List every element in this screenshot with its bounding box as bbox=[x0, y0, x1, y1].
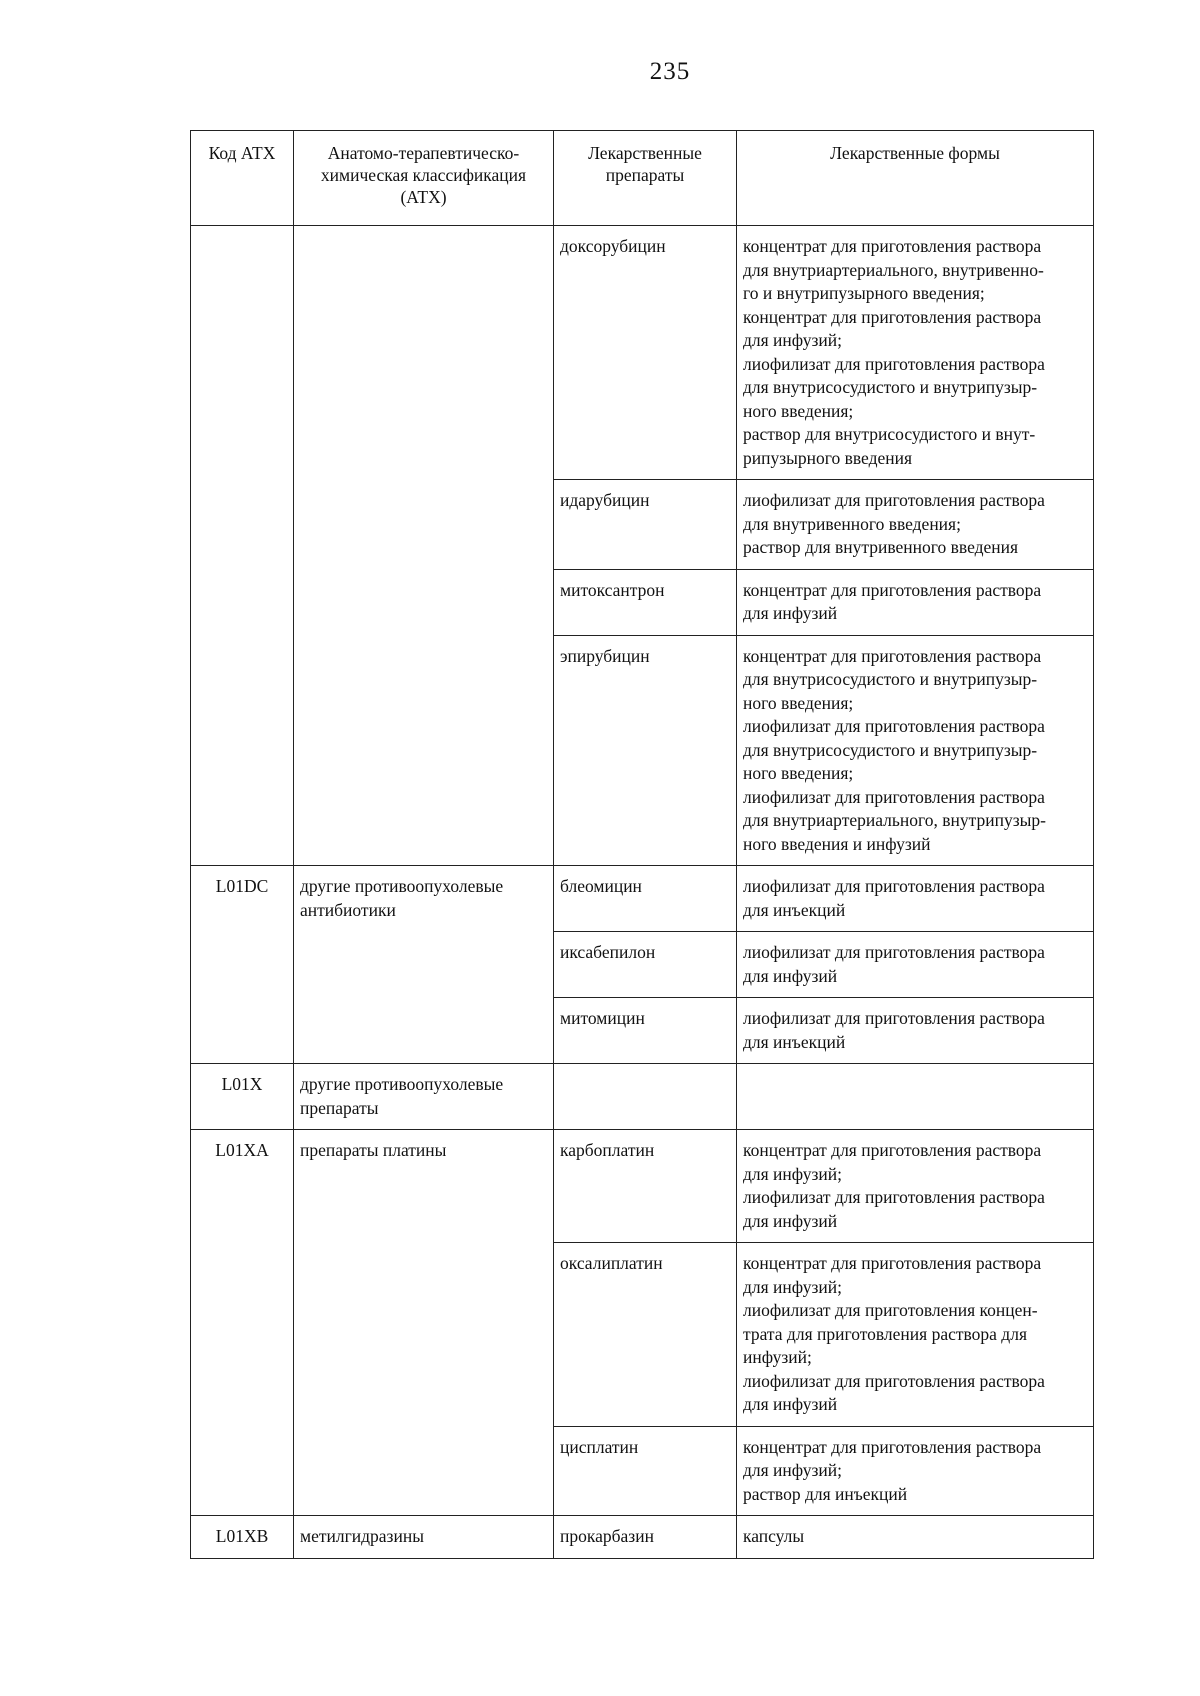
drug-name-cell: доксорубицин bbox=[554, 226, 737, 480]
classification-cell: другие противоопухолевые антибиотики bbox=[294, 866, 554, 1064]
header-classification: Анатомо-терапевтическо-химическая классификация (АТХ) bbox=[294, 131, 554, 226]
drug-name-cell: иксабепилон bbox=[554, 932, 737, 998]
dosage-forms-cell: концентрат для приготовления раствора для внутрисосудистого и внутрипузыр- ного введения; лиофилизат для приготовления раствора для внутрисосудистого и внутрипузыр- ного введения; лиофилизат для приготовления раствора для внутриартериального, внутрипузыр- ного введения и инфузий bbox=[737, 635, 1094, 866]
dosage-forms-cell: концентрат для приготовления раствора для внутриартериального, внутривенно- го и внутрипузырного введения; концентрат для приготовления раствора для инфузий; лиофилизат для приготовления раствора для внутрисосудистого и внутрипузыр- ного введения; раствор для внутрисосудистого и внут- рипузырного введения bbox=[737, 226, 1094, 480]
drug-name-cell: митоксантрон bbox=[554, 569, 737, 635]
header-code: Код АТХ bbox=[191, 131, 294, 226]
atx-code-cell bbox=[191, 226, 294, 866]
drug-name-cell: прокарбазин bbox=[554, 1516, 737, 1559]
dosage-forms-cell: концентрат для приготовления раствора для инфузий; раствор для инъекций bbox=[737, 1426, 1094, 1516]
header-drugs: Лекарственные препараты bbox=[554, 131, 737, 226]
table-row bbox=[191, 1516, 1094, 1559]
atx-code-cell: L01XB bbox=[191, 1516, 294, 1559]
atx-code-cell: L01X bbox=[191, 1064, 294, 1130]
table-row bbox=[191, 866, 1094, 932]
atx-code-cell: L01DC bbox=[191, 866, 294, 1064]
classification-cell: метилгидразины bbox=[294, 1516, 554, 1559]
dosage-forms-cell bbox=[737, 1064, 1094, 1130]
drug-name-cell: митомицин bbox=[554, 998, 737, 1064]
table-header-row bbox=[191, 131, 1094, 226]
dosage-forms-cell: концентрат для приготовления раствора для инфузий; лиофилизат для приготовления концен- трата для приготовления раствора для инфузий; лиофилизат для приготовления раствора для инфузий bbox=[737, 1243, 1094, 1427]
drug-name-cell: цисплатин bbox=[554, 1426, 737, 1516]
drug-name-cell: эпирубицин bbox=[554, 635, 737, 866]
page-number: 235 bbox=[649, 58, 691, 85]
header-forms: Лекарственные формы bbox=[737, 131, 1094, 226]
dosage-forms-cell: лиофилизат для приготовления раствора для внутривенного введения; раствор для внутривенного введения bbox=[737, 480, 1094, 570]
atx-code-cell: L01XA bbox=[191, 1130, 294, 1516]
atx-drug-table bbox=[190, 130, 1094, 1559]
drug-name-cell bbox=[554, 1064, 737, 1130]
classification-cell bbox=[294, 226, 554, 866]
dosage-forms-cell: концентрат для приготовления раствора для инфузий bbox=[737, 569, 1094, 635]
dosage-forms-cell: капсулы bbox=[737, 1516, 1094, 1559]
drug-name-cell: оксалиплатин bbox=[554, 1243, 737, 1427]
classification-cell: препараты платины bbox=[294, 1130, 554, 1516]
table-row bbox=[191, 226, 1094, 480]
drug-name-cell: карбоплатин bbox=[554, 1130, 737, 1243]
drug-name-cell: блеомицин bbox=[554, 866, 737, 932]
table-row bbox=[191, 1130, 1094, 1243]
classification-cell: другие противоопухолевые препараты bbox=[294, 1064, 554, 1130]
dosage-forms-cell: лиофилизат для приготовления раствора для инъекций bbox=[737, 998, 1094, 1064]
dosage-forms-cell: лиофилизат для приготовления раствора для инъекций bbox=[737, 866, 1094, 932]
table-row bbox=[191, 1064, 1094, 1130]
drug-name-cell: идарубицин bbox=[554, 480, 737, 570]
dosage-forms-cell: лиофилизат для приготовления раствора для инфузий bbox=[737, 932, 1094, 998]
dosage-forms-cell: концентрат для приготовления раствора для инфузий; лиофилизат для приготовления раствора для инфузий bbox=[737, 1130, 1094, 1243]
